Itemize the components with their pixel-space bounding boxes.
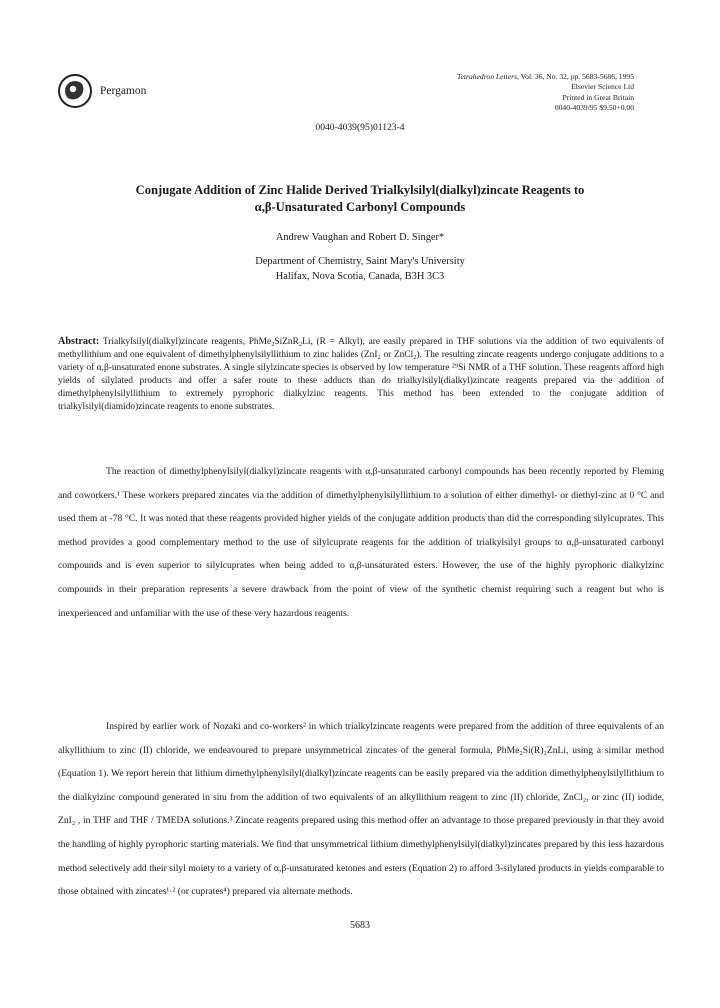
- journal-citation: [457, 72, 634, 114]
- article-title: [60, 182, 660, 216]
- publisher-name: Pergamon: [100, 85, 147, 97]
- abstract: [58, 336, 664, 413]
- title-line-2: α,β-Unsaturated Carbonyl Compounds: [254, 200, 466, 214]
- journal-line-2: Elsevier Science Ltd: [571, 82, 634, 92]
- abstract-text: Trialkylsilyl(dialkyl)zincate reagents, PhMe₂SiZnR₂Li, (R = Alkyl), are easily prepared in THF solutions via the addition of two equivalents of methyllithium and one equivalent of dimethylphenylsilyllithium to zinc halides (ZnI₂ or ZnCl₂). The resulting zincate reagents undergo conjugate additions to a variety of α,β-unsaturated enone substrates. A single silylzincate species is observed by low temperature ²⁹Si NMR of a THF solution. These reagents afford high yields of silylated products and offer a safer route to these adducts than do trialkylsilyl(dialkyl)zincate reagents prepared via the addition of dimethylphenylsilyllithium to extremely pyrophoric dialkylzinc reagents. This method has been extended to the conjugate addition of trialkylsilyl(diamido)zincate reagents to enone substrates.: [58, 337, 664, 412]
- pergamon-logo-icon: [58, 74, 92, 108]
- authors: Andrew Vaughan and Robert D. Singer*: [275, 232, 445, 243]
- affiliation-line-2: Halifax, Nova Scotia, Canada, B3H 3C3: [275, 270, 445, 282]
- abstract-label: Abstract:: [58, 336, 100, 347]
- journal-line-1: [457, 72, 634, 82]
- article-code: 0040-4039(95)01123-4: [315, 122, 405, 133]
- publisher-block: [58, 74, 146, 108]
- body-paragraph-1: The reaction of dimethylphenylsilyl(dialkyl)zincate reagents with α,β-unsaturated carbonyl compounds has been recently reported by Fleming and coworkers.¹ These workers prepared zincates via the addition of dimethylphenylsilyllithium to a solution of either dimethyl- or diethyl-zinc at 0 °C and used them at -78 °C. It was noted that these reagents provided higher yields of the conjugate addition products than did the corresponding silylcuprates. This method provides a good complementary method to the use of silylcuprate reagents for the addition of trialkylsilyl groups to α,β-unsaturated carbonyl compounds and is even superior to silylcuprates when being added to α,β-unsaturated esters. However, the use of the highly pyrophoric dialkylzinc compounds in their preparation represents a severe drawback from the point of view of the synthetic chemist requiring such a reagent but who is inexperienced and unfamiliar with the use of these very hazardous reagents.: [58, 466, 664, 619]
- journal-volume-info: , Vol. 36, No. 32, pp. 5683-5686, 1995: [516, 72, 634, 81]
- affiliation: [0, 255, 720, 284]
- body-paragraph-2: Inspired by earlier work of Nozaki and co-workers² in which trialkylzincate reagents were prepared from the addition of three equivalents of an alkyllithium to zinc (II) chloride, we endeavoured to prepare unsymmetrical zincates of the general formula, PhMe₂Si(R)₂ZnLi, using a similar method (Equation 1). We report herein that lithium dimethylphenylsilyl(dialkyl)zincate reagents can be easily prepared via the addition dimethylphenylsilyllithium to the dialkylzinc compound generated in situ from the addition of two equivalents of an alkyllithium reagent to zinc (II) chloride, ZnCl₂, or zinc (II) iodide, ZnI₂ , in THF and THF / TMEDA solutions.³ Zincate reagents prepared using this method offer an advantage to those prepared previously in that they avoid the handling of highly pyrophoric starting materials. We find that unsymmetrical lithium dimethylphenylsilyl(dialkyl)zincates prepared by this less hazardous method selectively add their silyl moiety to a variety of α,β-unsaturated ketones and esters (Equation 2) to afford 3-silylated products in yields comparable to those obtained with zincates¹·² (or cuprates⁴) prepared via alternate methods.: [58, 721, 664, 898]
- affiliation-line-1: Department of Chemistry, Saint Mary's University: [255, 256, 465, 267]
- journal-title: Tetrahedron Letters: [457, 72, 517, 81]
- page-number: 5683: [350, 920, 370, 931]
- title-line-1: Conjugate Addition of Zinc Halide Derived Trialkylsilyl(dialkyl)zincate Reagents to: [135, 183, 585, 197]
- journal-line-3: Printed in Great Britain: [562, 92, 634, 102]
- journal-line-4: 0040-4039/95 $9.50+0.00: [554, 103, 634, 113]
